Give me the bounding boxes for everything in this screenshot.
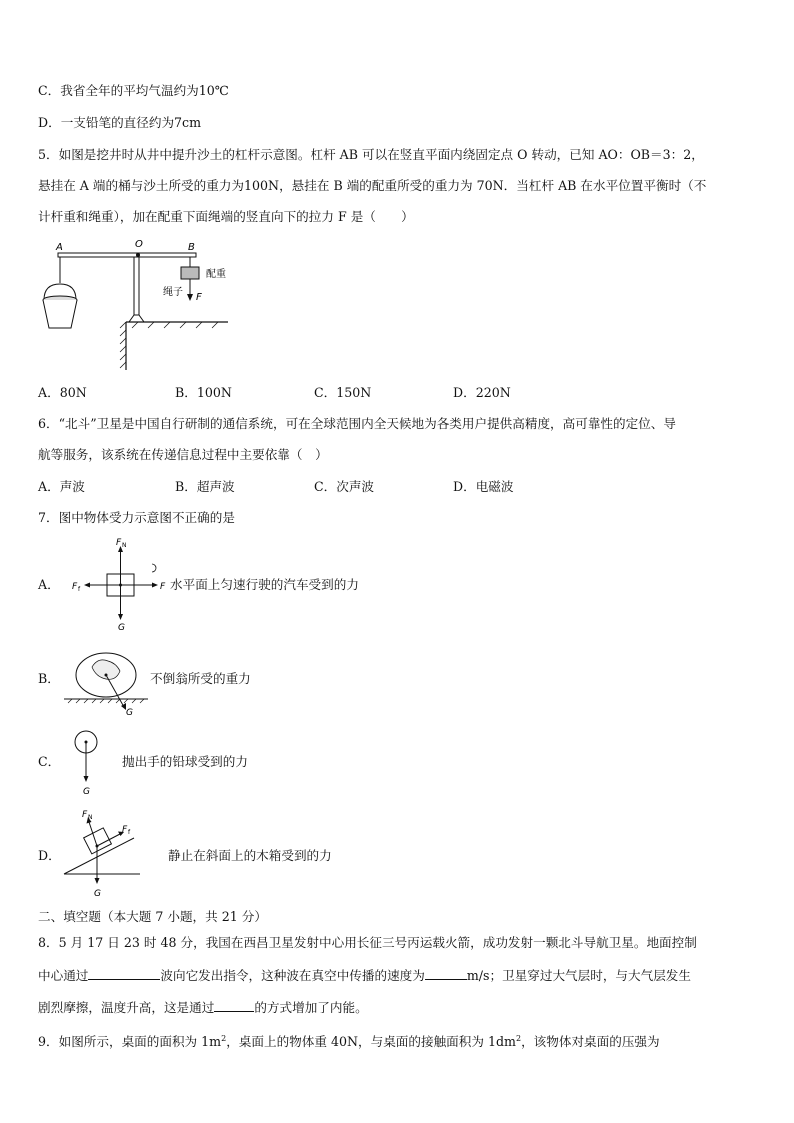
q7-c-caption: 抛出手的铅球受到的力 [122, 754, 248, 769]
q6-option-a: A．声波 [38, 479, 85, 494]
q8-blank-2[interactable] [425, 965, 467, 980]
q8-text-d: 剧烈摩擦，温度升高，这是通过 [38, 1000, 215, 1015]
q7-b-caption: 不倒翁所受的重力 [150, 671, 251, 686]
ff-label-a: F [72, 582, 78, 592]
support-post [134, 257, 139, 315]
label-a: A [56, 242, 63, 253]
lever-diagram [38, 238, 238, 378]
q5-option-c: C．150N [314, 385, 372, 400]
q4-option-d: D．一支铅笔的直径约为7cm [38, 115, 202, 130]
q8-text-a: 中心通过 [38, 968, 89, 983]
q6-stem-line1: 6．“北斗”卫星是中国自行研制的通信系统，可在全球范围内全天候地为各类用户提供高精度，高可靠性的定位、导 [38, 416, 676, 431]
q8-blank-1[interactable] [88, 965, 160, 980]
motion-icon [152, 564, 156, 572]
q9-line1 [38, 1029, 660, 1052]
g-label-b: G [126, 708, 133, 718]
pivot-o [136, 253, 140, 257]
q7-c-letter: C． [38, 754, 61, 769]
counterweight-block [181, 267, 199, 279]
f-label-a: F [160, 582, 166, 592]
q6-option-c: C．次声波 [314, 479, 375, 494]
q7-a-caption: 水平面上匀速行驶的汽车受到的力 [170, 577, 359, 592]
q4-option-c: C．我省全年的平均气温约为10℃ [38, 83, 229, 98]
q7-a-diagram [66, 538, 176, 633]
g-label-a: G [118, 623, 125, 633]
q8-line1: 8．5 月 17 日 23 时 48 分，我国在西昌卫星发射中心用长征三号丙运载火箭，成功发射一颗北斗导航卫星。地面控制 [38, 935, 697, 950]
ff-sub-a: f [78, 586, 81, 593]
ff-sub-d: f [128, 829, 131, 836]
q6-option-d: D．电磁波 [453, 479, 514, 494]
post-base [129, 315, 144, 322]
g-label-d: G [94, 889, 101, 899]
q7-c-diagram [70, 728, 110, 798]
fn-sub-d: N [88, 814, 93, 821]
q7-b-letter: B． [38, 671, 60, 686]
q8-text-b: 波向它发出指令，这种波在真空中传播的速度为 [160, 968, 425, 983]
q5-stem-line1: 5．如图是挖井时从井中提升沙土的杠杆示意图。杠杆 AB 可以在竖直平面内绕固定点 O 转动，已知 AO：OB＝3：2， [38, 147, 704, 162]
fn-label-d: F [82, 810, 88, 820]
ff-label-d: F [122, 825, 128, 835]
q8-text-e: 的方式增加了内能。 [254, 1000, 368, 1015]
q5-option-b: B．100N [175, 385, 232, 400]
q5-stem-line2: 悬挂在 A 端的桶与沙土所受的重力为100N，悬挂在 B 端的配重所受的重力为 70N．当杠杆 AB 在水平位置平衡时（不 [38, 178, 707, 193]
force-f-label: F [196, 292, 202, 303]
q5-stem-line3: 计杆重和绳重），加在配重下面绳端的竖直向下的拉力 F 是（ ） [38, 209, 414, 224]
q8-line3 [38, 997, 368, 1018]
q7-a-letter: A． [38, 577, 60, 592]
lever-bar [58, 253, 196, 257]
well-hatching [120, 322, 218, 368]
q5-option-a: A．80N [38, 385, 87, 400]
q7-stem: 7．图中物体受力示意图不正确的是 [38, 510, 235, 525]
q8-line2 [38, 965, 691, 986]
q8-text-c: m/s；卫星穿过大气层时，与大气层发生 [466, 968, 691, 983]
q9-text-c: ，该物体对桌面的压强为 [521, 1034, 660, 1050]
g-label-c: G [83, 787, 90, 797]
q5-option-d: D．220N [453, 385, 511, 400]
q9-text-a: 9．如图所示，桌面的面积为 1m [38, 1034, 222, 1050]
rope-label: 绳子 [163, 287, 183, 298]
q6-option-b: B．超声波 [175, 479, 235, 494]
q7-d-letter: D． [38, 848, 61, 863]
q7-b-diagram [62, 645, 162, 718]
q9-sup-1: 2 [221, 1034, 227, 1043]
q7-d-diagram [62, 810, 172, 902]
q9-sup-2: 2 [515, 1034, 522, 1043]
label-o: O [135, 239, 143, 250]
pull-arrowhead [187, 294, 193, 301]
q9-text-b: ，桌面上的物体重 40N，与桌面的接触面积为 1dm [226, 1034, 516, 1050]
fn-sub-a: N [122, 542, 127, 549]
q6-stem-line2: 航等服务，该系统在传递信息过程中主要依靠（ ） [38, 447, 328, 462]
counterweight-label: 配重 [206, 269, 226, 280]
fn-label-a: F [116, 538, 122, 548]
bucket-body [43, 300, 77, 328]
label-b: B [188, 242, 195, 253]
section-2-title: 二、填空题（本大题 7 小题，共 21 分） [38, 909, 267, 924]
q8-blank-3[interactable] [214, 997, 254, 1012]
q7-d-caption: 静止在斜面上的木箱受到的力 [168, 848, 332, 863]
